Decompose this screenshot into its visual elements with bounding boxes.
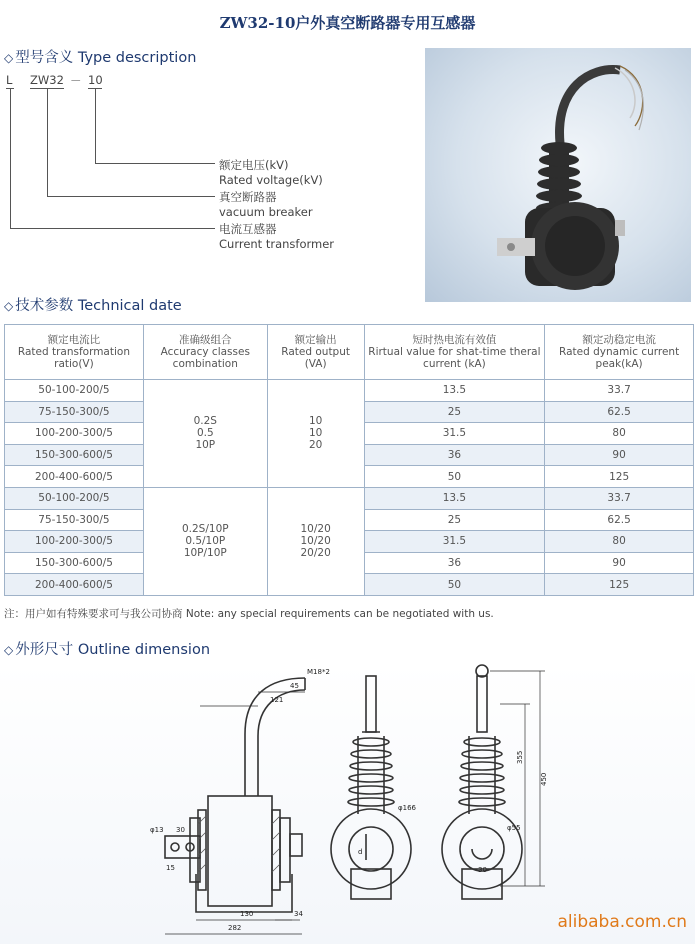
outline-drawing-svg: [0, 664, 695, 944]
header-output-cn: 额定输出: [294, 334, 337, 346]
dynamic-cell: 33.7: [545, 487, 694, 509]
breaker-leader-v: [47, 88, 48, 196]
accuracy-cell: [143, 380, 267, 488]
voltage-leader-v: [95, 88, 96, 163]
model-dash: －: [70, 74, 82, 88]
model-letter: L: [6, 73, 13, 87]
outline-dimension-label: 外形尺寸 Outline dimension: [15, 642, 211, 658]
table-row: [5, 487, 694, 509]
dim-130: 130: [240, 910, 254, 918]
ct-leader-h: [10, 228, 215, 229]
accuracy-value: 0.2S/10P: [181, 523, 229, 536]
header-accuracy-en: Accuracy classes combination: [160, 346, 250, 370]
ratio-cell: 50-100-200/5: [5, 380, 144, 402]
outline-drawing: [0, 664, 695, 944]
breaker-cn: 真空断路器: [219, 190, 277, 204]
thermal-cell: 50: [364, 574, 545, 596]
dynamic-cell: 125: [545, 466, 694, 488]
ratio-cell: 50-100-200/5: [5, 487, 144, 509]
accuracy-value: 0.5: [196, 427, 214, 440]
type-description-heading: [4, 46, 196, 67]
dynamic-cell: 125: [545, 574, 694, 596]
thermal-cell: 31.5: [364, 531, 545, 553]
header-ratio-en: Rated transformation ratio(V): [17, 346, 130, 370]
page-title: ZW32-10户外真空断路器专用互感器: [219, 14, 476, 32]
output-value: 10/20: [300, 523, 331, 536]
ratio-cell: 75-150-300/5: [5, 401, 144, 423]
ratio-cell: 100-200-300/5: [5, 423, 144, 445]
dim-121: 121: [270, 696, 284, 704]
dynamic-cell: 62.5: [545, 401, 694, 423]
table-row: [5, 380, 694, 402]
header-ratio: [5, 325, 144, 380]
model-code-diagram: [0, 70, 400, 260]
dynamic-cell: 80: [545, 531, 694, 553]
product-photo: [425, 48, 691, 302]
voltage-en: Rated voltage(kV): [219, 173, 323, 187]
breaker-en: vacuum breaker: [219, 205, 313, 219]
header-ratio-cn: 额定电流比: [47, 334, 101, 346]
ct-cn: 电流互感器: [219, 222, 277, 236]
dim-30a: 30: [176, 826, 185, 834]
header-dynamic-en: Rated dynamic current peak(kA): [559, 346, 680, 370]
ratio-cell: 75-150-300/5: [5, 509, 144, 531]
accuracy-value: 0.5/10P: [185, 535, 226, 548]
dim-166: φ166: [398, 804, 416, 812]
dim-d: d: [358, 848, 363, 856]
technical-data-label: 技术参数 Technical date: [15, 298, 182, 314]
voltage-cn: 额定电压(kV): [219, 158, 289, 172]
thermal-cell: 31.5: [364, 423, 545, 445]
diamond-icon: ◇: [4, 299, 14, 313]
voltage-leader-h: [95, 163, 215, 164]
thermal-cell: 36: [364, 444, 545, 466]
dynamic-cell: 90: [545, 552, 694, 574]
ratio-cell: 200-400-600/5: [5, 574, 144, 596]
output-value: 20: [308, 439, 323, 452]
note-text: 注：用户如有特殊要求可与我公司协商 Note: any special requirements can be negotiated with us.: [4, 608, 494, 620]
ratio-cell: 150-300-600/5: [5, 444, 144, 466]
dim-55: φ55: [507, 824, 521, 832]
dim-thread: M18*2: [307, 668, 330, 676]
dynamic-cell: 80: [545, 423, 694, 445]
outline-dimension-heading: [4, 638, 210, 659]
diamond-icon: ◇: [4, 51, 14, 65]
output-cell: [267, 380, 364, 488]
ratio-cell: 150-300-600/5: [5, 552, 144, 574]
output-value: 10: [308, 415, 323, 428]
dim-450: 450: [540, 772, 548, 786]
output-value: 10: [308, 427, 323, 440]
ct-leader-v: [10, 88, 11, 228]
accuracy-value: 10P/10P: [183, 547, 227, 560]
thermal-cell: 25: [364, 401, 545, 423]
type-description-label: 型号含义 Type description: [15, 50, 197, 66]
ratio-cell: 200-400-600/5: [5, 466, 144, 488]
dim-30b: 30: [478, 866, 487, 874]
thermal-cell: 25: [364, 509, 545, 531]
dim-45: 45: [290, 682, 299, 690]
accuracy-cell: [143, 487, 267, 595]
dynamic-cell: 33.7: [545, 380, 694, 402]
thermal-cell: 13.5: [364, 380, 545, 402]
model-series: ZW32: [30, 73, 64, 87]
watermark: alibaba.com.cn: [557, 912, 687, 932]
diamond-icon: ◇: [4, 643, 14, 657]
header-output-en: Rated output (VA): [281, 346, 350, 370]
model-voltage: 10: [88, 73, 103, 87]
dim-13: φ13: [150, 826, 164, 834]
breaker-leader-h: [47, 196, 215, 197]
output-value: 10/20: [300, 535, 331, 548]
technical-data-heading: [4, 294, 182, 315]
header-output: [267, 325, 364, 380]
header-thermal: [364, 325, 545, 380]
header-accuracy: [143, 325, 267, 380]
accuracy-value: 10P: [195, 439, 216, 452]
thermal-cell: 13.5: [364, 487, 545, 509]
header-thermal-cn: 短时热电流有效值: [412, 334, 497, 346]
output-value: 20/20: [300, 547, 331, 560]
header-thermal-en: Rirtual value for shat-time theral current (kA): [368, 346, 541, 370]
thermal-cell: 50: [364, 466, 545, 488]
transformer-photo-illustration: [425, 48, 691, 302]
header-dynamic-cn: 额定动稳定电流: [582, 334, 656, 346]
technical-data-table: [4, 324, 694, 596]
ratio-cell: 100-200-300/5: [5, 531, 144, 553]
thermal-cell: 36: [364, 552, 545, 574]
dim-34: 34: [294, 910, 303, 918]
header-accuracy-cn: 准确级组合: [179, 334, 232, 346]
accuracy-value: 0.2S: [193, 415, 217, 428]
dim-15: 15: [166, 864, 175, 872]
dynamic-cell: 90: [545, 444, 694, 466]
header-dynamic: [545, 325, 694, 380]
dynamic-cell: 62.5: [545, 509, 694, 531]
dim-282: 282: [228, 924, 242, 932]
dim-355: 355: [516, 750, 524, 764]
ct-en: Current transformer: [219, 237, 335, 251]
output-cell: [267, 487, 364, 595]
